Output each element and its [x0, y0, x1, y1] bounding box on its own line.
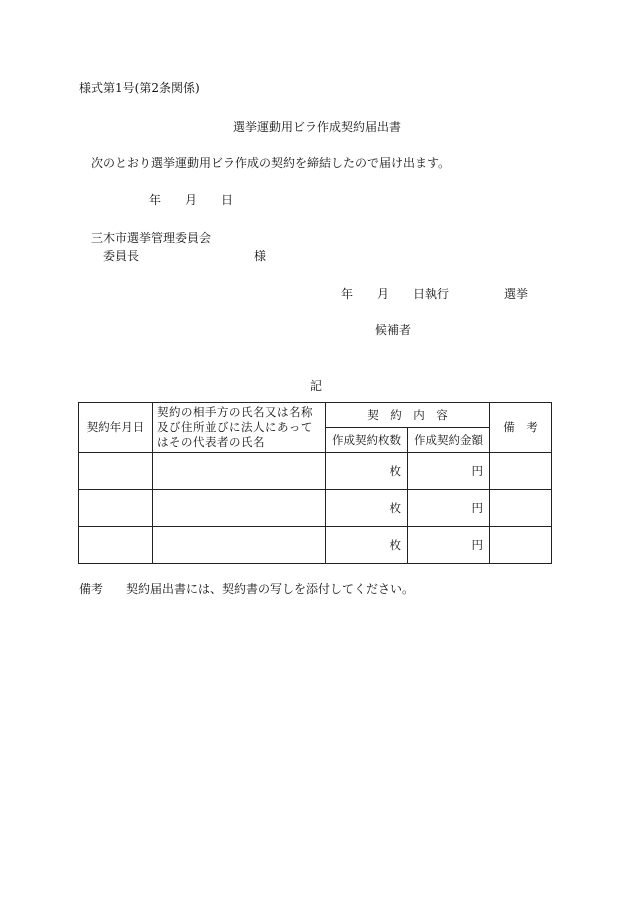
note-text: 契約届出書には、契約書の写しを添付してください。: [126, 582, 415, 596]
cell-amount[interactable]: [408, 490, 490, 527]
unit-sheets: 枚: [389, 500, 401, 515]
unit-sheets: 枚: [389, 463, 401, 478]
cell-date[interactable]: [79, 490, 153, 527]
date-day: 日: [221, 193, 234, 207]
unit-yen: 円: [471, 463, 483, 478]
table-row: [79, 527, 552, 564]
note-label: 備考: [79, 582, 104, 596]
unit-yen: 円: [471, 500, 483, 515]
addressee-org: 三木市選挙管理委員会: [91, 231, 212, 245]
cell-remarks[interactable]: [490, 527, 552, 564]
cell-amount[interactable]: [408, 453, 490, 490]
cell-count[interactable]: [326, 453, 408, 490]
cell-party[interactable]: [153, 527, 326, 564]
election-month: 月: [377, 287, 390, 301]
cell-date[interactable]: [79, 453, 153, 490]
header-sheet-count: 作成契約枚数: [326, 428, 408, 453]
cell-party[interactable]: [153, 490, 326, 527]
document-title: 選挙運動用ビラ作成契約届出書: [233, 120, 402, 134]
election-day-exec: 日執行: [413, 287, 450, 301]
election-label: 選挙: [504, 287, 529, 301]
ki-label: 記: [310, 379, 323, 393]
header-amount: 作成契約金額: [408, 428, 490, 453]
header-contract-contents: 契 約 内 容: [326, 403, 490, 428]
table-row: [79, 453, 552, 490]
cell-remarks[interactable]: [490, 453, 552, 490]
cell-count[interactable]: [326, 490, 408, 527]
header-remarks: 備 考: [490, 403, 552, 453]
cell-count[interactable]: [326, 527, 408, 564]
election-year: 年: [341, 287, 354, 301]
candidate-label: 候補者: [375, 323, 412, 337]
addressee-honorific: 様: [254, 249, 267, 263]
addressee-role: 委員長: [103, 249, 140, 263]
unit-yen: 円: [471, 537, 483, 552]
date-year: 年: [149, 193, 162, 207]
table-row: [79, 490, 552, 527]
intro-text: 次のとおり選挙運動用ビラ作成の契約を締結したので届け出ます。: [91, 156, 451, 170]
header-contract-date: 契約年月日: [79, 403, 153, 453]
cell-party[interactable]: [153, 453, 326, 490]
date-month: 月: [185, 193, 198, 207]
cell-date[interactable]: [79, 527, 153, 564]
cell-amount[interactable]: [408, 527, 490, 564]
form-number: 様式第1号(第2条関係): [79, 81, 200, 95]
cell-remarks[interactable]: [490, 490, 552, 527]
header-contract-party: 契約の相手方の氏名又は名称及び住所並びに法人にあってはその代表者の氏名: [153, 403, 326, 453]
contract-table: [78, 402, 552, 564]
unit-sheets: 枚: [389, 537, 401, 552]
